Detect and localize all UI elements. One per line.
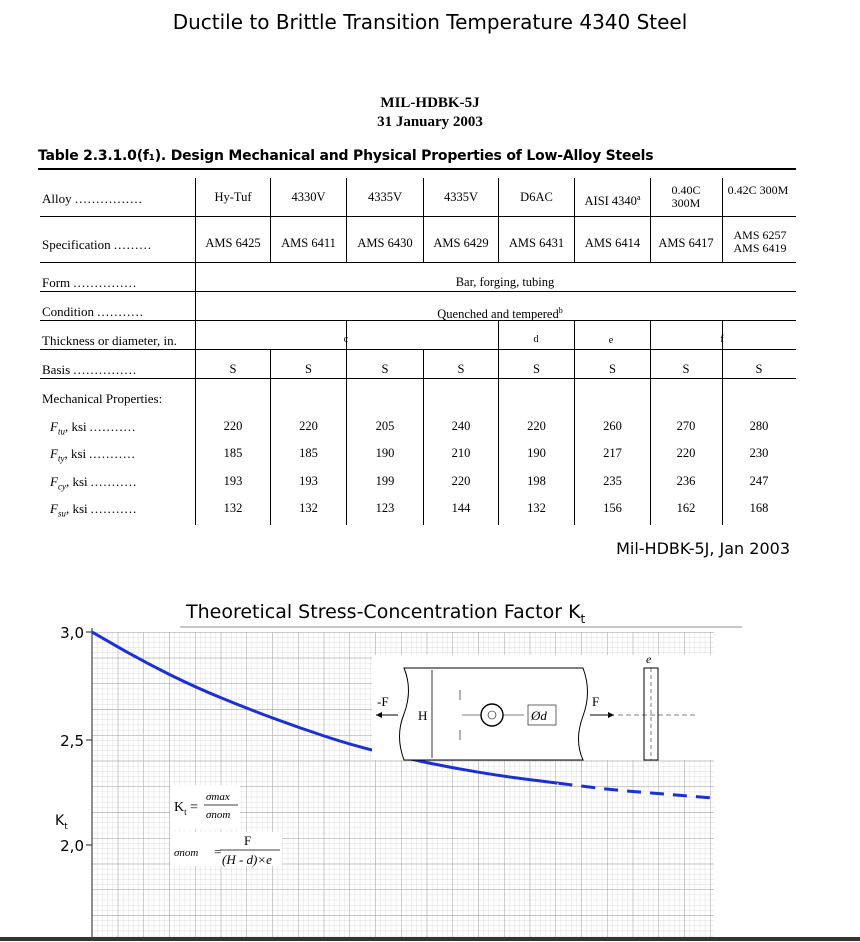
alloy-cell: 4335V: [443, 190, 479, 204]
fsu-cell: 156: [603, 501, 622, 515]
table-caption: Table 2.3.1.0(f₁). Design Mechanical and Physical Properties of Low-Alloy Steels: [38, 148, 654, 164]
fsu-cell: 168: [749, 501, 769, 515]
spec-cell: AMS 6431: [508, 236, 565, 250]
spec-cell: AMS 6414: [584, 236, 641, 250]
chart-title: Theoretical Stress-Concentration Factor $K_t$: [186, 601, 586, 626]
handbook-date: 31 January 2003: [377, 114, 483, 130]
basis-cell: S: [609, 362, 616, 376]
form-cell: Bar, forging, tubing: [455, 275, 555, 289]
spec-cell: AMS 6429: [433, 236, 489, 250]
thickness-footnote: e: [608, 335, 614, 346]
fsu-cell: 132: [299, 501, 318, 515]
page-title: Ductile to Brittle Transition Temperature 4340 Steel: [172, 10, 688, 34]
condition-cell: Quenched and tempered$^b$: [437, 306, 563, 322]
alloy-cell: 0.42C 300M: [727, 183, 789, 197]
formula-kt: $K_t$ =: [174, 800, 199, 817]
fty-cell: 220: [676, 446, 696, 460]
source-note: Mil-HDBK-5J, Jan 2003: [616, 539, 790, 558]
row-label-ftu: $F_{tu}$, ksi ...........: [50, 419, 137, 437]
row-label-form: Form ...............: [42, 275, 138, 290]
fty-cell: 190: [375, 446, 395, 460]
force-right-label: F: [592, 694, 600, 709]
ftu-cell: 220: [527, 419, 546, 433]
handbook-title: MIL-HDBK-5J: [380, 95, 480, 111]
y-tick-label: 3,0: [60, 624, 84, 642]
ftu-cell: 220: [299, 419, 318, 433]
row-label-fcy: $F_{cy}$, ksi ...........: [50, 474, 138, 492]
row-label-fsu: $F_{su}$, ksi ...........: [50, 501, 138, 519]
spec-cell: AMS 6411: [281, 236, 336, 250]
height-label: H: [418, 708, 428, 723]
fty-cell: 190: [527, 446, 546, 460]
formula-equals: =: [214, 844, 222, 859]
formula-sigma-nom: σnom: [206, 809, 231, 821]
thickness-label: e: [646, 652, 652, 666]
fcy-cell: 193: [223, 474, 243, 488]
fcy-cell: 247: [749, 474, 769, 488]
formula-F: F: [244, 833, 252, 848]
fty-cell: 185: [299, 446, 318, 460]
basis-cell: S: [457, 362, 465, 376]
ftu-cell: 205: [375, 419, 395, 433]
basis-cell: S: [533, 362, 540, 376]
row-label-thickness: Thickness or diameter, in.: [42, 333, 177, 348]
row-label-mechanical: Mechanical Properties:: [42, 391, 163, 406]
ftu-cell: 280: [749, 419, 769, 433]
basis-cell: S: [381, 362, 389, 376]
fsu-cell: 162: [676, 501, 696, 515]
fsu-cell: 123: [375, 501, 395, 515]
fcy-cell: 199: [375, 474, 395, 488]
fty-cell: 230: [749, 446, 769, 460]
spec-cell: AMS 6425: [205, 236, 261, 250]
fcy-cell: 236: [676, 474, 696, 488]
alloy-cell: AISI 4340$^a$: [584, 193, 641, 209]
thickness-footnote: c: [343, 334, 349, 345]
y-tick-label: 2,0: [60, 837, 84, 855]
alloy-cell: Hy-Tuf: [214, 190, 252, 204]
row-label-alloy: Alloy ................: [42, 191, 143, 206]
hole-icon: [481, 704, 503, 726]
thickness-footnote: f: [720, 334, 724, 345]
fty-cell: 185: [223, 446, 243, 460]
hole-label: Ød: [531, 708, 547, 723]
basis-cell: S: [229, 362, 237, 376]
basis-cell: S: [305, 362, 312, 376]
fcy-cell: 193: [299, 474, 318, 488]
row-label-basis: Basis ...............: [42, 362, 138, 377]
alloy-cell: D6AC: [520, 190, 553, 204]
spec-cell: AMS 6430: [357, 236, 413, 250]
fty-cell: 217: [603, 446, 622, 460]
basis-cell: S: [755, 362, 763, 376]
basis-cell: S: [682, 362, 690, 376]
ftu-cell: 240: [451, 419, 471, 433]
ftu-cell: 220: [223, 419, 243, 433]
y-axis-label: $K_t$: [55, 813, 68, 832]
formula-sigma-nom-lhs: σnom: [174, 847, 199, 859]
spec-cell: AMS 6257 AMS 6419: [733, 228, 787, 255]
row-label-condition: Condition ...........: [42, 304, 145, 319]
ftu-cell: 260: [603, 419, 622, 433]
alloy-cell: 0.40C 300M: [671, 183, 701, 210]
spec-cell: AMS 6417: [658, 236, 714, 250]
row-label-fty: $F_{ty}$, ksi ...........: [50, 446, 137, 464]
fcy-cell: 220: [451, 474, 471, 488]
fty-cell: 210: [451, 446, 471, 460]
alloy-cell: 4330V: [291, 190, 326, 204]
formula-denominator: (H - d)×e: [222, 852, 272, 867]
fcy-cell: 198: [527, 474, 546, 488]
y-tick-label: 2,5: [60, 732, 84, 750]
force-left-label: -F: [377, 694, 389, 709]
row-label-specification: Specification .........: [42, 237, 153, 252]
fsu-cell: 132: [527, 501, 546, 515]
ftu-cell: 270: [676, 419, 696, 433]
fsu-cell: 132: [223, 501, 243, 515]
formula-sigma-max: σmax: [206, 791, 230, 803]
thickness-footnote: d: [533, 334, 539, 345]
fcy-cell: 235: [603, 474, 622, 488]
fsu-cell: 144: [451, 501, 471, 515]
specimen-diagram: [372, 652, 714, 760]
alloy-cell: 4335V: [367, 190, 403, 204]
